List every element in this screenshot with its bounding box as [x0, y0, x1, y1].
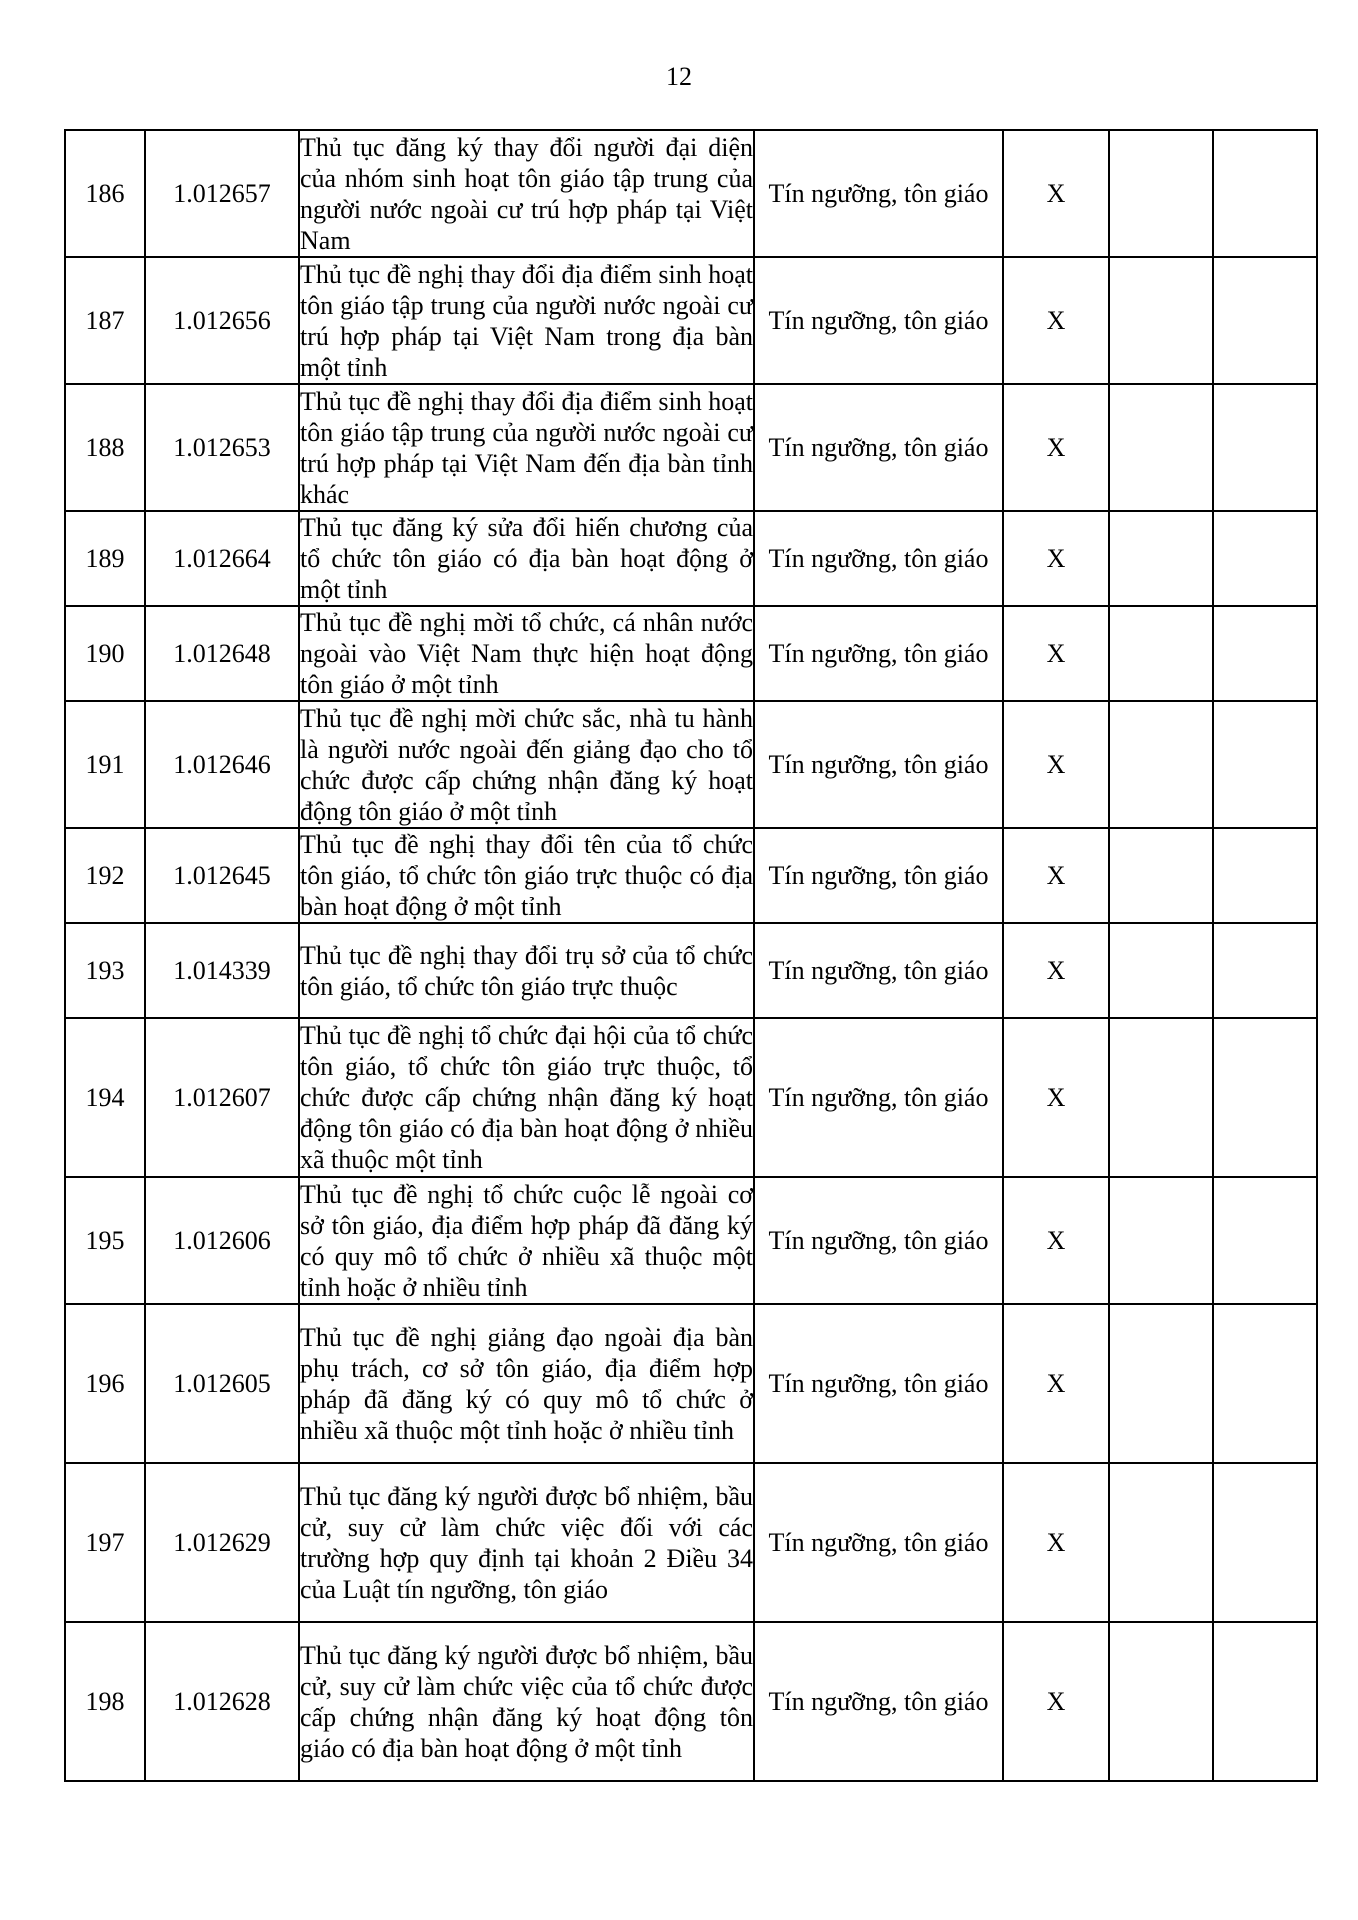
table-row: [65, 1622, 1317, 1781]
empty-cell-7: [1213, 511, 1317, 606]
procedure-code-cell: 1.012607: [145, 1018, 299, 1177]
table-row: [65, 257, 1317, 384]
table-row: [65, 606, 1317, 701]
mark-cell: X: [1003, 923, 1109, 1018]
procedure-name-cell: Thủ tục đăng ký người được bổ nhiệm, bầu cử, suy cử làm chức việc của tổ chức được cấp chứng nhận đăng ký hoạt động tôn giáo có địa bàn hoạt động ở một tỉnh: [299, 1622, 754, 1781]
empty-cell-6: [1109, 701, 1213, 828]
row-number-cell: 197: [65, 1463, 145, 1622]
field-cell: Tín ngưỡng, tôn giáo: [754, 384, 1003, 511]
empty-cell-6: [1109, 1622, 1213, 1781]
empty-cell-7: [1213, 384, 1317, 511]
mark-cell: X: [1003, 606, 1109, 701]
procedure-code-cell: 1.012653: [145, 384, 299, 511]
procedure-name-cell: Thủ tục đề nghị tổ chức đại hội của tổ chức tôn giáo, tổ chức tôn giáo trực thuộc, tổ chức được cấp chứng nhận đăng ký hoạt động tôn giáo có địa bàn hoạt động ở nhiều xã thuộc một tỉnh: [299, 1018, 754, 1177]
mark-cell: X: [1003, 1177, 1109, 1304]
mark-cell: X: [1003, 511, 1109, 606]
procedure-code-cell: 1.012606: [145, 1177, 299, 1304]
row-number-cell: 198: [65, 1622, 145, 1781]
field-cell: Tín ngưỡng, tôn giáo: [754, 606, 1003, 701]
table-body: [65, 130, 1317, 1781]
field-cell: Tín ngưỡng, tôn giáo: [754, 1463, 1003, 1622]
table-row: [65, 1463, 1317, 1622]
field-cell: Tín ngưỡng, tôn giáo: [754, 130, 1003, 257]
procedure-name-cell: Thủ tục đề nghị giảng đạo ngoài địa bàn phụ trách, cơ sở tôn giáo, địa điểm hợp pháp đã đăng ký có quy mô tổ chức ở nhiều xã thuộc một tỉnh hoặc ở nhiều tỉnh: [299, 1304, 754, 1463]
field-cell: Tín ngưỡng, tôn giáo: [754, 1622, 1003, 1781]
procedure-name-cell: Thủ tục đăng ký người được bổ nhiệm, bầu cử, suy cử làm chức việc đối với các trường hợp quy định tại khoản 2 Điều 34 của Luật tín ngưỡng, tôn giáo: [299, 1463, 754, 1622]
empty-cell-7: [1213, 1463, 1317, 1622]
empty-cell-6: [1109, 257, 1213, 384]
row-number-cell: 189: [65, 511, 145, 606]
procedure-code-cell: 1.012648: [145, 606, 299, 701]
procedure-name-cell: Thủ tục đề nghị thay đổi tên của tổ chức tôn giáo, tổ chức tôn giáo trực thuộc có địa bàn hoạt động ở một tỉnh: [300, 830, 753, 921]
mark-cell: X: [1003, 257, 1109, 384]
procedure-code-cell: 1.012605: [145, 1304, 299, 1463]
mark-cell: X: [1003, 701, 1109, 828]
mark-cell: X: [1003, 828, 1109, 923]
procedure-code-cell: 1.012656: [145, 257, 299, 384]
empty-cell-7: [1213, 701, 1317, 828]
row-number-cell: 193: [65, 923, 145, 1018]
table-row: [65, 701, 1317, 828]
mark-cell: X: [1003, 384, 1109, 511]
row-number-cell: 188: [65, 384, 145, 511]
empty-cell-6: [1109, 384, 1213, 511]
table-row: [65, 1304, 1317, 1463]
empty-cell-7: [1213, 1177, 1317, 1304]
row-number-cell: 192: [65, 828, 145, 923]
procedures-table: [64, 129, 1318, 1782]
table-row: [65, 1177, 1317, 1304]
mark-cell: X: [1003, 130, 1109, 257]
empty-cell-6: [1109, 1463, 1213, 1622]
procedure-code-cell: 1.012628: [145, 1622, 299, 1781]
procedure-name-cell: Thủ tục đề nghị tổ chức cuộc lễ ngoài cơ sở tôn giáo, địa điểm hợp pháp đã đăng ký có quy mô tổ chức ở nhiều xã thuộc một tỉnh hoặc ở nhiều tỉnh: [299, 1177, 754, 1304]
procedure-code-cell: 1.012645: [145, 828, 299, 923]
row-number-cell: 194: [65, 1018, 145, 1177]
procedure-name-cell: Thủ tục đề nghị mời chức sắc, nhà tu hành là người nước ngoài đến giảng đạo cho tổ chức được cấp chứng nhận đăng ký hoạt động tôn giáo ở một tỉnh: [299, 701, 754, 828]
procedure-name-cell: Thủ tục đề nghị mời tổ chức, cá nhân nước ngoài vào Việt Nam thực hiện hoạt động tôn giáo ở một tỉnh: [300, 608, 753, 699]
field-cell: Tín ngưỡng, tôn giáo: [754, 257, 1003, 384]
empty-cell-7: [1213, 130, 1317, 257]
row-number-cell: 196: [65, 1304, 145, 1463]
field-cell: Tín ngưỡng, tôn giáo: [754, 1177, 1003, 1304]
procedure-code-cell: 1.012646: [145, 701, 299, 828]
row-number-cell: 190: [65, 606, 145, 701]
procedure-name-cell: Thủ tục đăng ký sửa đổi hiến chương của tổ chức tôn giáo có địa bàn hoạt động ở một tỉnh: [300, 513, 753, 604]
empty-cell-7: [1213, 606, 1317, 701]
field-cell: Tín ngưỡng, tôn giáo: [754, 1018, 1003, 1177]
empty-cell-6: [1109, 606, 1213, 701]
mark-cell: X: [1003, 1018, 1109, 1177]
row-number-cell: 191: [65, 701, 145, 828]
page-number: 12: [666, 62, 692, 91]
table-row: [65, 130, 1317, 257]
empty-cell-6: [1109, 130, 1213, 257]
empty-cell-7: [1213, 1304, 1317, 1463]
procedure-name-cell: Thủ tục đăng ký thay đổi người đại diện của nhóm sinh hoạt tôn giáo tập trung của người nước ngoài cư trú hợp pháp tại Việt Nam: [299, 130, 754, 257]
row-number-cell: 187: [65, 257, 145, 384]
empty-cell-6: [1109, 1177, 1213, 1304]
procedure-code-cell: 1.012664: [145, 511, 299, 606]
mark-cell: X: [1003, 1304, 1109, 1463]
mark-cell: X: [1003, 1622, 1109, 1781]
table-row: [65, 384, 1317, 511]
procedure-code-cell: 1.012629: [145, 1463, 299, 1622]
empty-cell-7: [1213, 1018, 1317, 1177]
field-cell: Tín ngưỡng, tôn giáo: [754, 701, 1003, 828]
empty-cell-6: [1109, 511, 1213, 606]
field-cell: Tín ngưỡng, tôn giáo: [754, 511, 1003, 606]
empty-cell-7: [1213, 1622, 1317, 1781]
mark-cell: X: [1003, 1463, 1109, 1622]
empty-cell-6: [1109, 1018, 1213, 1177]
field-cell: Tín ngưỡng, tôn giáo: [754, 923, 1003, 1018]
table-row: [65, 923, 1317, 1018]
table-row: [65, 511, 1317, 606]
table-row: [65, 828, 1317, 923]
procedure-name-cell: Thủ tục đề nghị thay đổi địa điểm sinh hoạt tôn giáo tập trung của người nước ngoài cư trú hợp pháp tại Việt Nam trong địa bàn một tỉnh: [299, 257, 754, 384]
procedure-code-cell: 1.014339: [145, 923, 299, 1018]
empty-cell-6: [1109, 923, 1213, 1018]
empty-cell-7: [1213, 257, 1317, 384]
procedure-name-cell: Thủ tục đề nghị thay đổi địa điểm sinh hoạt tôn giáo tập trung của người nước ngoài cư trú hợp pháp tại Việt Nam đến địa bàn tỉnh khác: [299, 384, 754, 511]
empty-cell-7: [1213, 828, 1317, 923]
row-number-cell: 186: [65, 130, 145, 257]
procedure-name-cell: Thủ tục đề nghị thay đổi trụ sở của tổ chức tôn giáo, tổ chức tôn giáo trực thuộc: [299, 923, 754, 1018]
empty-cell-7: [1213, 923, 1317, 1018]
field-cell: Tín ngưỡng, tôn giáo: [754, 1304, 1003, 1463]
row-number-cell: 195: [65, 1177, 145, 1304]
empty-cell-6: [1109, 1304, 1213, 1463]
empty-cell-6: [1109, 828, 1213, 923]
field-cell: Tín ngưỡng, tôn giáo: [754, 828, 1003, 923]
table-row: [65, 1018, 1317, 1177]
procedure-code-cell: 1.012657: [145, 130, 299, 257]
